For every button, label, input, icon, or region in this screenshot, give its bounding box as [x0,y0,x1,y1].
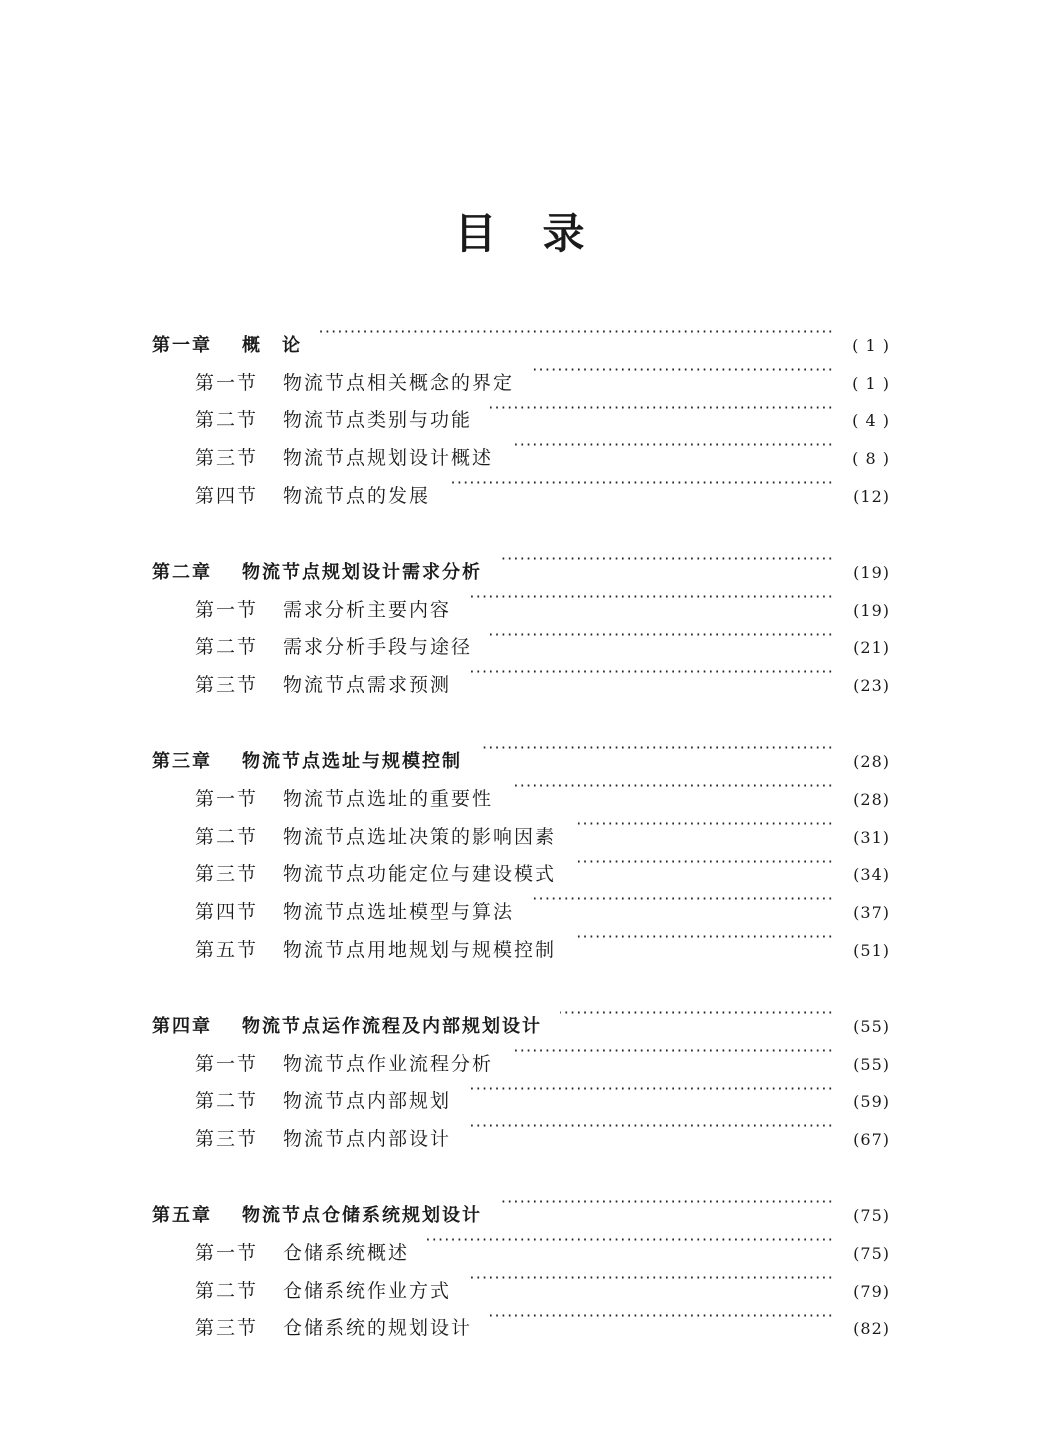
section-title: 物流节点的发展 [283,484,431,507]
section-title: 需求分析主要内容 [283,598,452,621]
chapter-3 [152,729,890,961]
section-number: 第一节 [195,1052,259,1075]
page-number: ( 1 ) [852,373,890,393]
dot-leader [511,1032,834,1070]
chapter-number: 第五章 [152,1204,212,1226]
chapter-number: 第三章 [152,750,212,772]
chapter-entry[interactable] [152,313,890,356]
section-number: 第三节 [195,1317,259,1340]
section-number: 第二节 [195,1279,259,1302]
page-number: ( 8 ) [852,449,890,469]
dot-leader [500,540,834,578]
page-number: ( 1 ) [852,335,890,355]
chapter-title: 概 论 [242,334,302,356]
page-number: (28) [853,789,890,809]
section-number: 第二节 [195,825,259,848]
dot-leader [320,313,834,351]
dot-leader [490,616,834,654]
section-number: 第三节 [195,447,259,470]
chapter-entry[interactable] [152,994,890,1037]
dot-leader [532,351,834,389]
page-number: (67) [853,1130,890,1150]
dot-leader [469,1259,834,1297]
section-number: 第四节 [195,484,259,507]
page-number: (12) [853,486,890,506]
chapter-4 [152,994,890,1151]
section-title: 物流节点内部设计 [283,1128,452,1151]
page-number: ( 4 ) [852,411,890,431]
chapter-2 [152,540,890,697]
dot-leader [427,1221,834,1259]
dot-leader [532,880,834,918]
section-number: 第三节 [195,1128,259,1151]
page-number: (51) [853,940,890,960]
page-number: (55) [853,1016,890,1036]
section-number: 第二节 [195,409,259,432]
section-title: 仓储系统概述 [283,1241,410,1264]
section-title: 物流节点需求预测 [283,674,452,697]
dot-leader [490,389,834,427]
section-number: 第一节 [195,371,259,394]
page-number: (79) [853,1281,890,1301]
page-number: (34) [853,865,890,885]
section-title: 仓储系统作业方式 [283,1279,452,1302]
section-title: 物流节点选址决策的影响因素 [283,825,557,848]
section-title: 物流节点相关概念的界定 [283,371,515,394]
chapter-entry[interactable] [152,729,890,772]
section-number: 第三节 [195,674,259,697]
chapter-5 [152,1183,890,1340]
page-number: (23) [853,676,890,696]
section-title: 物流节点类别与功能 [283,409,473,432]
title-char-2: 录 [542,209,585,258]
chapter-number: 第二章 [152,561,212,583]
page-number: (82) [853,1319,890,1339]
page-number: (31) [853,827,890,847]
section-title: 物流节点选址的重要性 [283,787,494,810]
dot-leader [500,1183,834,1221]
table-of-contents [152,313,890,1372]
dot-leader [490,1297,834,1335]
section-number: 第一节 [195,598,259,621]
section-number: 第三节 [195,863,259,886]
section-title: 物流节点作业流程分析 [283,1052,494,1075]
section-number: 第一节 [195,787,259,810]
dot-leader [469,578,834,616]
section-number: 第五节 [195,938,259,961]
section-title: 物流节点选址模型与算法 [283,901,515,924]
chapter-number: 第一章 [152,334,212,356]
section-number: 第二节 [195,1090,259,1113]
section-title: 物流节点规划设计概述 [283,447,494,470]
dot-leader [574,918,834,956]
section-title: 仓储系统的规划设计 [283,1317,473,1340]
page-number: (75) [853,1243,890,1263]
page-number: (75) [853,1205,890,1225]
page-number: (59) [853,1092,890,1112]
chapter-entry[interactable] [152,1183,890,1226]
chapter-number: 第四章 [152,1015,212,1037]
chapter-1 [152,313,890,507]
chapter-title: 物流节点规划设计需求分析 [242,561,482,583]
dot-leader [448,464,834,502]
page-title [0,204,1039,264]
title-char-1: 目 [454,209,497,258]
page-number: (21) [853,638,890,658]
section-title: 需求分析手段与途径 [283,636,473,659]
section-number: 第一节 [195,1241,259,1264]
dot-leader [560,994,834,1032]
chapter-title: 物流节点选址与规模控制 [242,750,462,772]
page-number: (28) [853,751,890,771]
dot-leader [574,843,834,881]
chapter-entry[interactable] [152,540,890,583]
dot-leader [511,426,834,464]
section-title: 物流节点内部规划 [283,1090,452,1113]
page-number: (19) [853,600,890,620]
dot-leader [480,729,834,767]
dot-leader [574,805,834,843]
page-number: (55) [853,1054,890,1074]
section-title: 物流节点功能定位与建设模式 [283,863,557,886]
dot-leader [511,767,834,805]
dot-leader [469,1107,834,1145]
chapter-title: 物流节点运作流程及内部规划设计 [242,1015,542,1037]
page-number: (37) [853,903,890,923]
page-number: (19) [853,562,890,582]
chapter-title: 物流节点仓储系统规划设计 [242,1204,482,1226]
section-title: 物流节点用地规划与规模控制 [283,938,557,961]
dot-leader [469,1070,834,1108]
section-number: 第四节 [195,901,259,924]
section-number: 第二节 [195,636,259,659]
dot-leader [469,653,834,691]
